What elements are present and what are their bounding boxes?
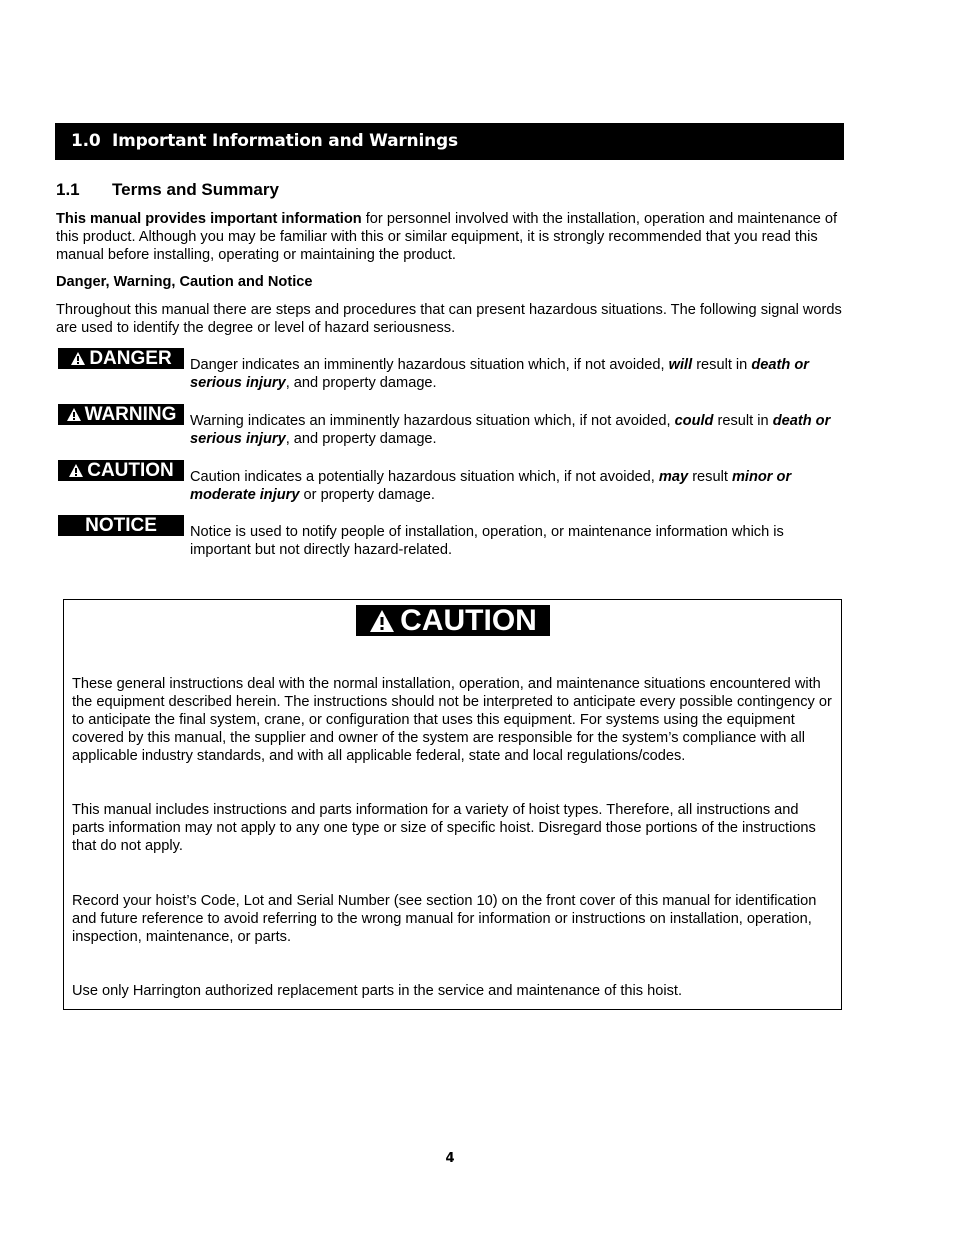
caution-description: [190, 468, 845, 504]
caution-emphasis-2: minor or moderate injury: [190, 469, 792, 503]
warning-text-2: result in: [713, 413, 773, 429]
subsection-number: 1.1: [56, 180, 80, 199]
caution-text-2: result: [688, 469, 732, 485]
caution-label: [58, 460, 184, 481]
caution-label-text: CAUTION: [87, 460, 174, 481]
section-heading-bar: [55, 123, 844, 160]
page-number: 4: [445, 1151, 455, 1166]
caution-text-3: or property damage.: [299, 487, 435, 503]
danger-text-1: Danger indicates an imminently hazardous situation which, if not avoided,: [190, 357, 669, 373]
warning-label: [58, 404, 184, 425]
danger-description: [190, 356, 845, 392]
danger-emphasis-1: will: [668, 357, 693, 373]
section-number: 1.0: [71, 131, 101, 151]
caution-paragraph-4: Use only Harrington authorized replacement parts in the service and maintenance of this hoist.: [72, 983, 683, 999]
warning-triangle-icon: [68, 463, 84, 478]
caution-text-1: Caution indicates a potentially hazardous situation which, if not avoided,: [190, 469, 659, 485]
danger-text-3: , and property damage.: [285, 375, 437, 391]
warning-label-text: WARNING: [84, 404, 177, 425]
subsection-heading: [56, 180, 279, 200]
signal-words-intro: Throughout this manual there are steps and procedures that can present hazardous situations. The following signal words are used to identify the degree or level of hazard seriousness.: [56, 302, 842, 336]
intro-paragraph: [56, 210, 846, 264]
danger-emphasis-2: death or serious injury: [190, 357, 809, 391]
caution-box-label: [356, 605, 550, 636]
notice-label-text: NOTICE: [85, 515, 157, 536]
danger-label: [58, 348, 184, 369]
caution-box-label-text: CAUTION: [400, 604, 537, 637]
warning-description: [190, 412, 845, 448]
signal-words-heading: Danger, Warning, Caution and Notice: [56, 274, 313, 290]
warning-triangle-icon: [66, 407, 82, 422]
warning-text-1: Warning indicates an imminently hazardous situation which, if not avoided,: [190, 413, 675, 429]
section-title: Important Information and Warnings: [111, 131, 458, 151]
intro-rest: for personnel involved with the installation, operation and maintenance of this product. Although you may be familiar with this or similar equipment, it is strongly recommended that you read this manual before installing, operating or maintaining the product.: [56, 211, 838, 263]
notice-label: [58, 515, 184, 536]
caution-paragraph-2: This manual includes instructions and parts information for a variety of hoist types. Therefore, all instructions and parts information may not apply to any one type or size of specific hoist. Disregard those portions of the instructions that do not apply.: [72, 802, 816, 854]
caution-paragraph-3: Record your hoist’s Code, Lot and Serial Number (see section 10) on the front cover of this manual for identification and future reference to avoid referring to the wrong manual for information or instructions on installation, operation, inspection, maintenance, or parts.: [72, 893, 817, 945]
caution-emphasis-1: may: [658, 469, 689, 485]
warning-text-3: , and property damage.: [285, 431, 437, 447]
warning-triangle-icon: [70, 351, 86, 366]
danger-label-text: DANGER: [89, 348, 172, 369]
caution-box: [63, 599, 842, 1010]
subsection-title: Terms and Summary: [112, 180, 279, 199]
caution-paragraph-1: These general instructions deal with the normal installation, operation, and maintenance situations encountered with the equipment described herein. The instructions should not be interpreted to anticipate every possible contingency or to anticipate the final system, crane, or configuration that uses this equipment. For systems using the equipment covered by this manual, the supplier and owner of the system are responsible for the system’s compliance with all applicable industry standards, and with all applicable federal, state and local regulations/codes.: [72, 676, 832, 764]
notice-description: Notice is used to notify people of installation, operation, or maintenance information which is important but not directly hazard-related.: [190, 524, 784, 558]
warning-emphasis-1: could: [674, 413, 714, 429]
intro-bold: This manual provides important information: [56, 211, 362, 227]
warning-triangle-icon: [369, 609, 395, 633]
warning-emphasis-2: death or serious injury: [190, 413, 831, 447]
danger-text-2: result in: [692, 357, 752, 373]
